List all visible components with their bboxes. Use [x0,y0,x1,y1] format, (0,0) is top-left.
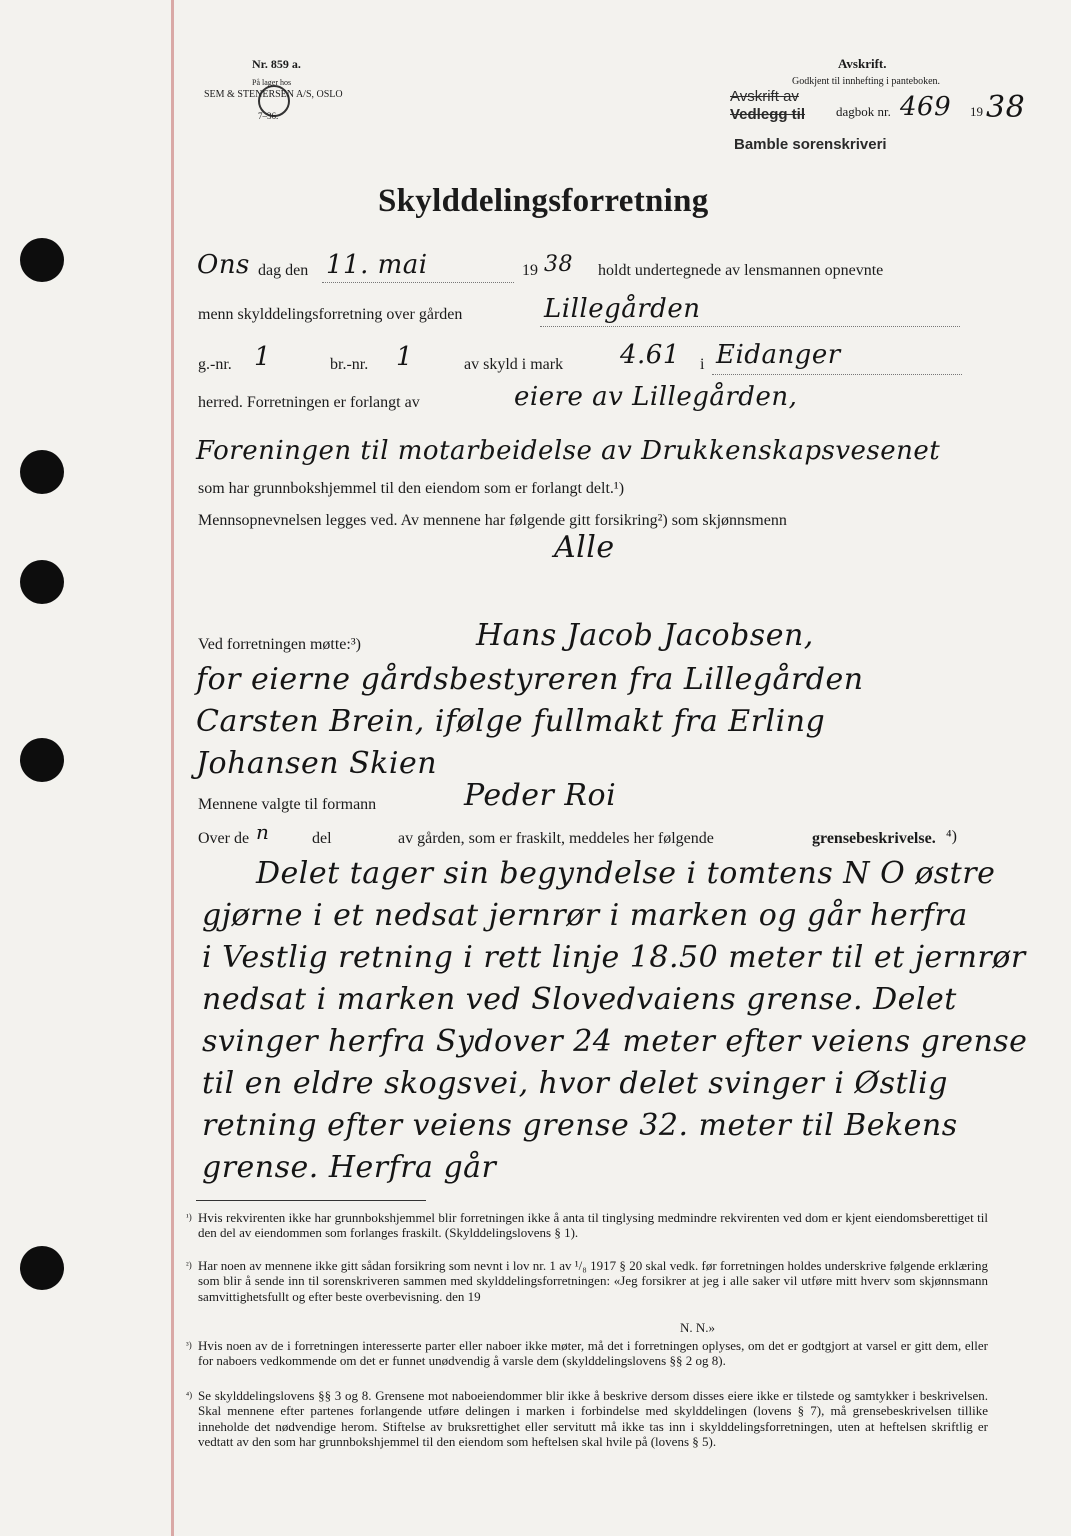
footnote-text: Se skylddelingslovens §§ 3 og 8. Grensene mot naboeiendommer blir ikke å beskrive dersom disses eiere ikke er tilstede og samtykker i beskrivelsen. Skal mennene efter partenes forlangende utføre delingen i marken i forbindelse med skylddelingen (lovens § 7), må grensebeskrivelsen tillike inneholde det nødvendige herom. Stiftelse av bruksrettighet eller servitutt må ikke tas inn i skylddelingsforretningen, uten at heftelsen skriftlig er vedtatt av den som har grunnbokshjemmel til den eiendom som heftelsen skal hvile på (lovens § 5). [198,1388,988,1449]
boundary-hand-line: svinger herfra Sydover 24 meter efter veiens grense [202,1024,1028,1059]
footnote-4 [186,1388,988,1449]
dag-den-label: dag den [258,262,309,279]
boundary-footnote-mark: ⁴) [946,828,957,845]
form-number: Nr. 859 a. [252,57,301,71]
stamp-avskrift-av: Avskrift av [730,88,799,105]
printer-date: 7–36. [258,111,279,121]
requester-hand-2: Foreningen til motarbeidelse av Drukkenskapsvesenet [196,436,941,466]
footnote-text: Hvis rekvirenten ikke har grunnbokshjemmel blir forretningen ikke å anta til tinglysing medmindre rekvirenten ved dom er kjent eiendomsberettiget til den del av eiendommen som forlanges fraskilt. (Skylddelingslovens § 1). [198,1210,988,1241]
footnote-mark: ¹) [186,1212,192,1222]
boundary-bold: grensebeskrivelse. [812,830,936,847]
printer-line-2: SEM & STENERSEN A/S, OSLO [204,89,343,100]
oath-line: Mennsopnevnelsen legges ved. Av mennene har følgende gitt forsikring²) som skjønnsmenn [198,512,787,529]
date-underline [322,282,514,283]
approved-note: Godkjent til innhefting i panteboken. [792,76,941,87]
farm-name-hand: Lillegården [544,294,701,324]
footnote-text: Hvis noen av de i forretningen interesserte parter eller naboer ikke møter, må det i forretningen oplyses, om det er godtgjort at varsel er gitt dem, eller for naboers vedkommende om det er funnet unødvendig å varsle dem (skylddelingslovens §§ 2 og 8). [198,1338,988,1369]
footnote-signature: N. N.» [680,1320,716,1335]
gnr-label: g.-nr. [198,356,232,373]
boundary-hand-line: til en eldre skogsvei, hvor delet svinger i Østlig [202,1066,948,1101]
dagbok-number: 469 [900,92,952,122]
skyld-hand: 4.61 [620,340,680,370]
oath-hand: Alle [554,530,615,565]
footnote-rule [196,1200,426,1201]
punch-hole [20,560,64,604]
boundary-hand-line: grense. Herfra går [202,1150,497,1185]
footnote-1 [186,1210,988,1241]
weekday-hand: Ons [197,250,250,280]
herred-hand: Eidanger [716,340,841,370]
dagbok-label: dagbok nr. [836,104,891,119]
line1-rest: holdt undertegnede av lensmannen opnevnte [598,262,884,279]
attended-label: Ved forretningen møtte:³) [198,636,361,653]
brnr-label: br.-nr. [330,356,369,373]
herred-underline [712,374,962,375]
farm-underline [540,326,960,327]
footnote-text: Har noen av mennene ikke gitt sådan forsikring som nevnt i lov nr. 1 av ¹/₈ 1917 § 20 skal vedk. før forretningen holdes underskrive følgende erklæring som blir å sende inn til sorenskriveren sammen med skylddelingsforretningen: «Jeg forsikrer at jeg i alle saker vil utføre mitt hverv som skjønnsmann samvittighetsfullt og efter beste overbevisning. den 19 [198,1258,988,1304]
dagbok-year-print: 19 [970,104,983,119]
boundary-hand-line: gjørne i et nedsat jernrør i marken og går herfra [202,898,968,933]
boundary-hand-line: i Vestlig retning i rett linje 18.50 meter til et jernrør [202,940,1026,975]
boundary-hand-line: nedsat i marken ved Slovedvaiens grense. Delet [202,982,957,1017]
over-de-label: Over de [198,830,250,847]
boundary-line: av gården, som er fraskilt, meddeles her følgende [398,830,714,847]
margin-line [171,0,174,1536]
document-title: Skylddelingsforretning [378,183,709,219]
footnote-3 [186,1338,988,1369]
year-print: 19 [522,262,538,279]
date-hand: 11. mai [326,250,428,280]
herred-line: herred. Forretningen er forlangt av [198,394,420,411]
skyld-label: av skyld i mark [464,356,564,373]
boundary-hand-line: Delet tager sin begyndelse i tomtens N O østre [256,856,996,891]
dagbok-year-hand: 38 [986,90,1026,125]
boundary-hand-line: retning efter veiens grense 32. meter til Bekens [202,1108,958,1143]
brnr-hand: 1 [396,342,414,372]
requester-hand-1: eiere av Lillegården, [514,382,798,412]
year-hand: 38 [544,252,573,277]
attended-hand-1: Hans Jacob Jacobsen, [476,618,814,653]
punch-hole [20,450,64,494]
stamp-vedlegg-til: Vedlegg til [730,106,806,123]
punch-hole [20,738,64,782]
avskrift-label: Avskrift. [838,56,887,71]
printer-line-1: På lager hos [252,78,292,87]
chair-label: Mennene valgte til formann [198,796,377,813]
attended-hand-4: Johansen Skien [196,746,438,781]
punch-hole [20,1246,64,1290]
attended-hand-2: for eierne gårdsbestyreren fra Lillegården [196,662,864,697]
i-label: i [700,356,705,373]
footnote-mark: ⁴) [186,1390,193,1400]
gnr-hand: 1 [254,342,272,372]
office-stamp: Bamble sorenskriveri [734,136,887,153]
over-hand: n [256,820,270,844]
footnote-mark: ³) [186,1340,192,1350]
hjemmel-line: som har grunnbokshjemmel til den eiendom som er forlangt delt.¹) [198,480,625,497]
attended-hand-3: Carsten Brein, ifølge fullmakt fra Erling [196,704,826,739]
chair-hand: Peder Roi [464,778,617,813]
punch-hole [20,238,64,282]
footnote-2 [186,1258,988,1304]
footnote-mark: ²) [186,1260,192,1270]
line2-text: menn skylddelingsforretning over gården [198,306,463,323]
del-label: del [312,830,332,847]
